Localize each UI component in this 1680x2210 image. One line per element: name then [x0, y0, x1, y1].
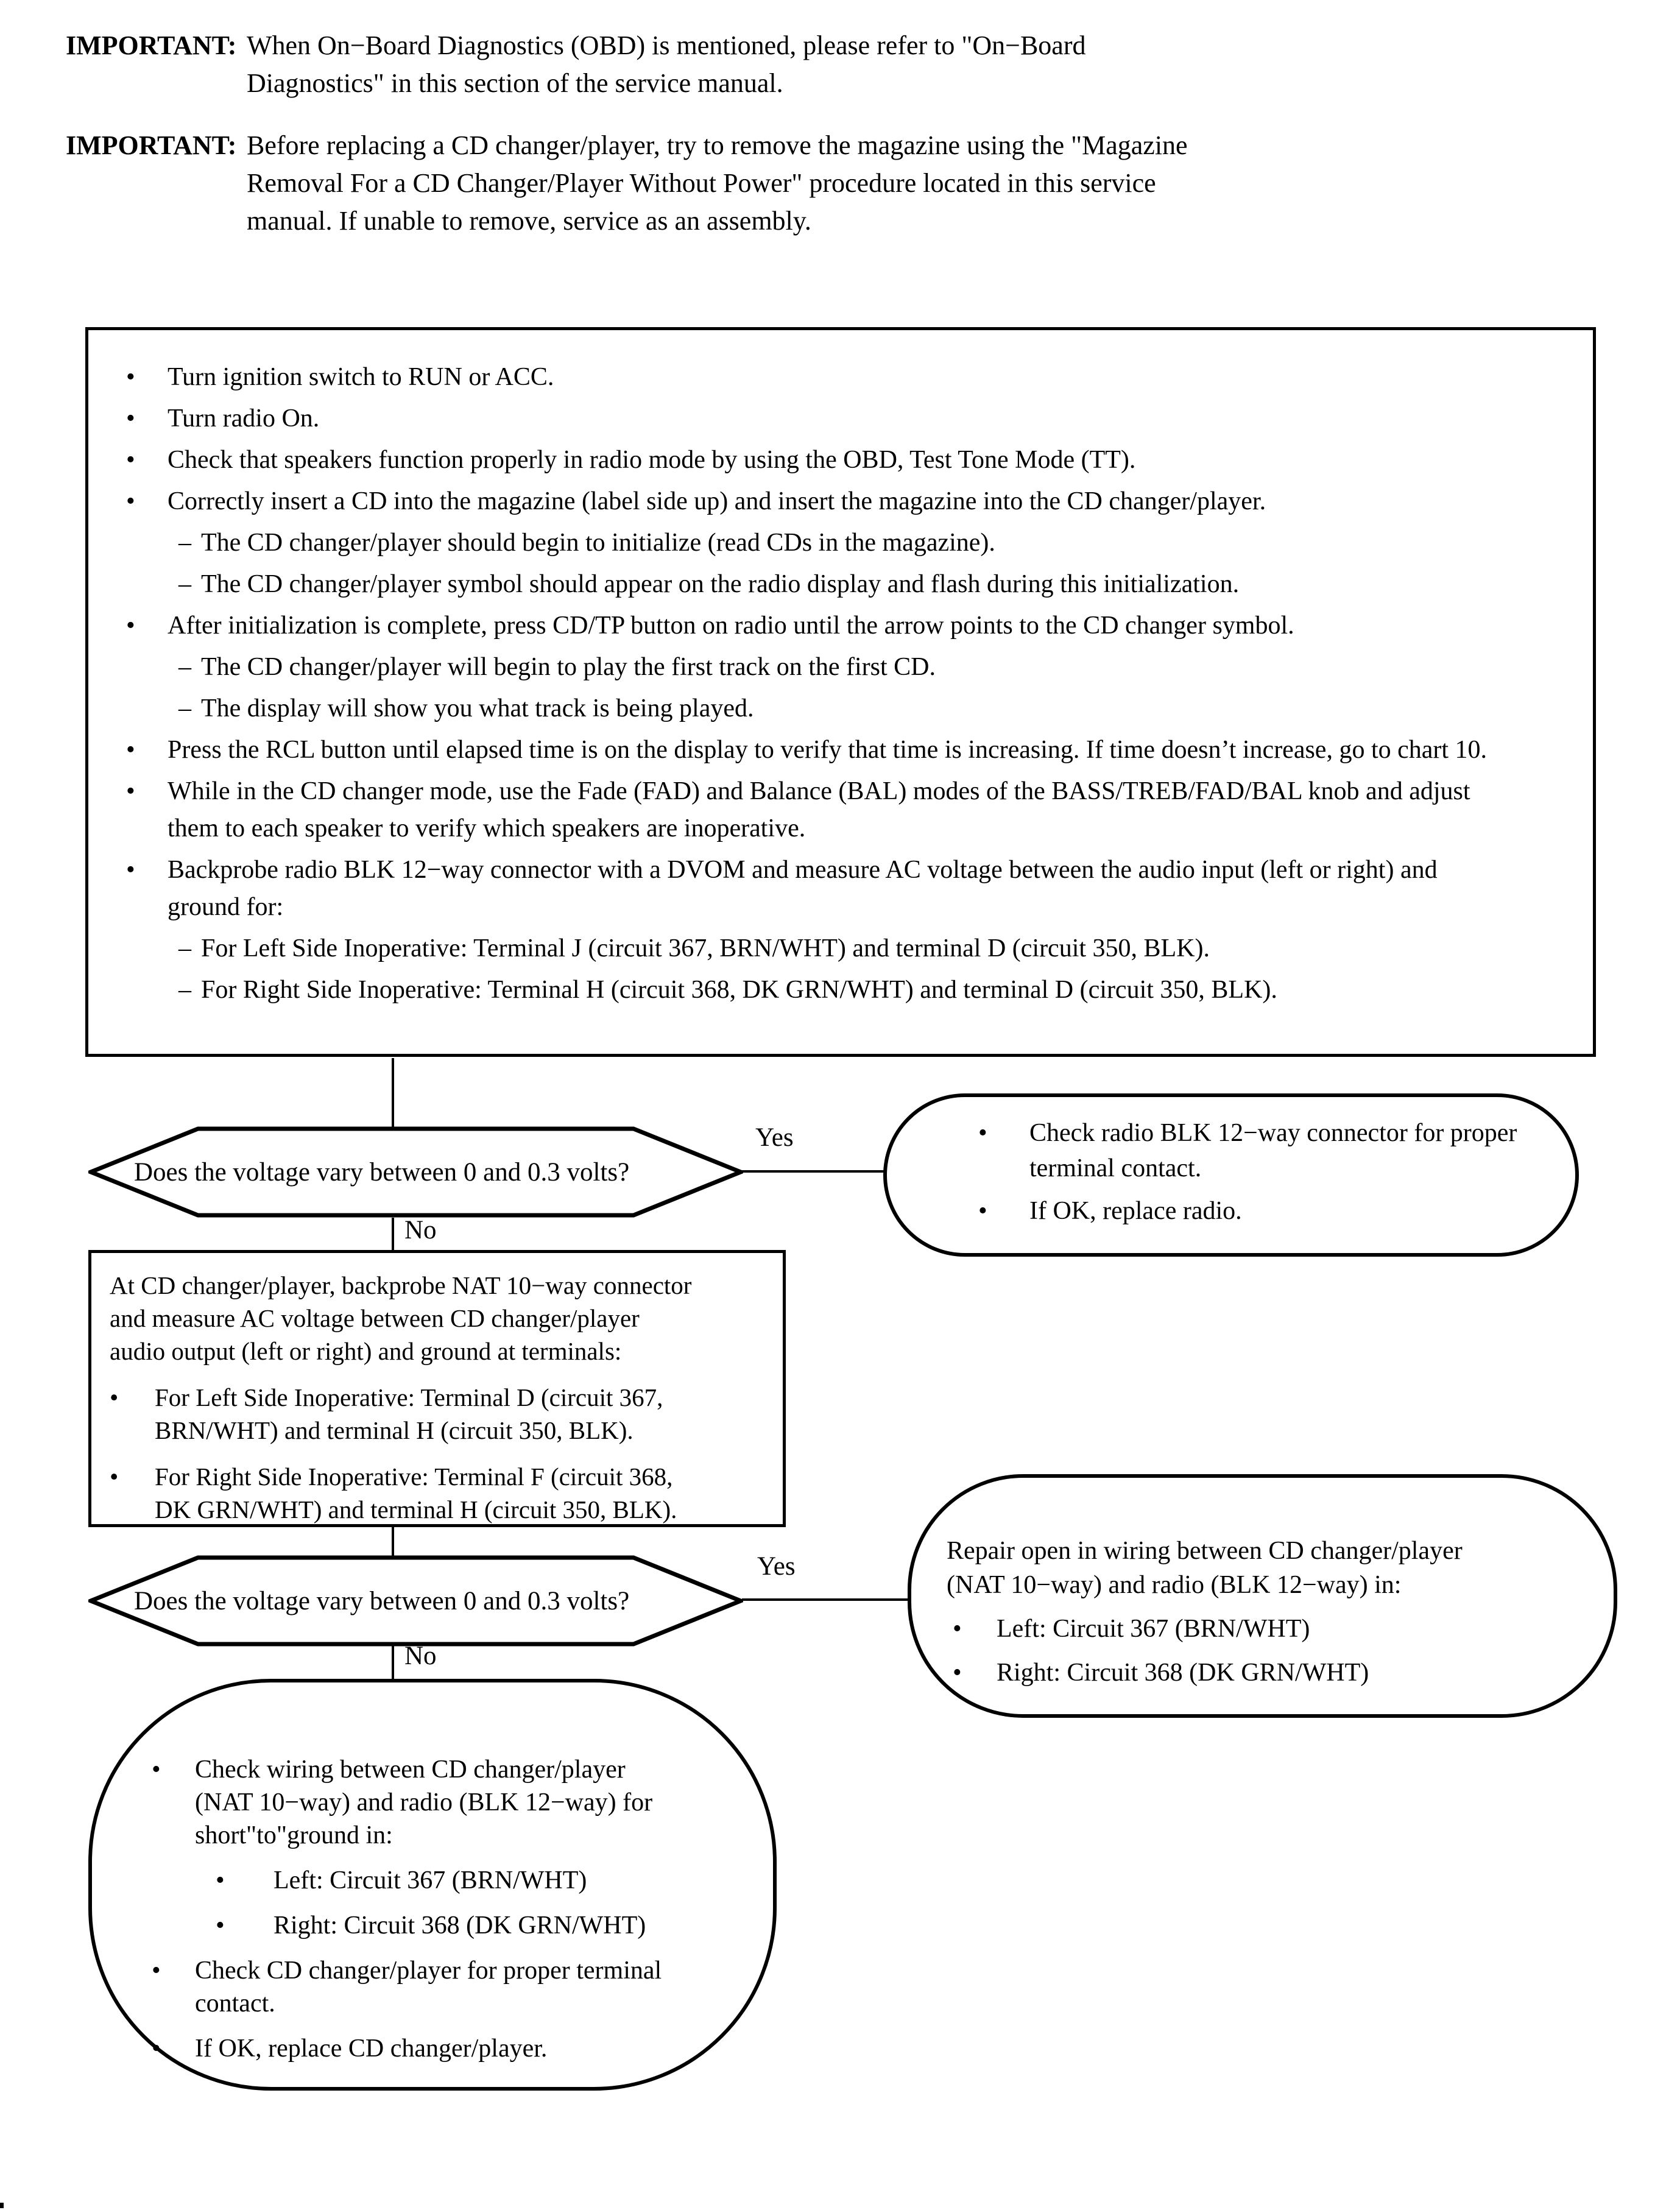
bullet-glyph: •: [216, 1912, 225, 1940]
bullet-glyph: •: [953, 1659, 962, 1687]
bullet-glyph: •: [126, 856, 135, 884]
connector-line: [742, 1170, 884, 1173]
dash-glyph: –: [178, 529, 191, 557]
notice-line: Diagnostics" in this section of the service manual.: [247, 68, 783, 98]
procedure-substep: – The CD changer/player should begin to initialize (read CDs in the magazine).: [178, 524, 1581, 562]
procedure-step: • While in the CD changer mode, use the Fade (FAD) and Balance (BAL) modes of the BASS/TREB/FAD/BAL knob and adjust them to each speaker to verify which speakers are inoperative.: [126, 773, 1581, 847]
procedure-box: [85, 327, 1596, 1057]
terminal-item: • Check wiring between CD changer/player (NAT 10−way) and radio (BLK 12−way) for short"to"ground in:: [152, 1753, 758, 1852]
connector-line: [392, 1218, 394, 1251]
dash-glyph: –: [178, 934, 191, 962]
procedure-step: • Backprobe radio BLK 12−way connector with a DVOM and measure AC voltage between the audio input (left or right) and ground for:: [126, 852, 1581, 926]
terminal-intro-line: (NAT 10−way) and radio (BLK 12−way) in:: [947, 1571, 1402, 1599]
procedure-substep: – For Right Side Inoperative: Terminal H (circuit 368, DK GRN/WHT) and terminal D (circuit 350, BLK).: [178, 972, 1581, 1009]
bullet-glyph: •: [126, 736, 135, 764]
connector-line: [742, 1598, 909, 1601]
terminal-item: • Left: Circuit 367 (BRN/WHT): [953, 1612, 1595, 1646]
yes-label-2: Yes: [757, 1552, 796, 1581]
terminal-item: • If OK, replace CD changer/player.: [152, 2032, 758, 2065]
no-label-2: No: [404, 1642, 437, 1670]
procedure-substep: – The CD changer/player symbol should appear on the radio display and flash during this initialization.: [178, 566, 1581, 603]
terminal-check-wiring: [88, 1679, 777, 2091]
procedure-step: • After initialization is complete, press CD/TP button on radio until the arrow points to the CD changer symbol.: [126, 607, 1581, 644]
bullet-glyph: •: [978, 1119, 987, 1147]
bullet-glyph: •: [126, 612, 135, 640]
important-notice-1: [66, 27, 1085, 102]
terminal-item: • If OK, replace radio.: [978, 1193, 1557, 1229]
action-intro-line: audio output (left or right) and ground at terminals:: [110, 1337, 622, 1365]
procedure-step: • Press the RCL button until elapsed time is on the display to verify that time is increasing. If time doesn’t increase, go to chart 10.: [126, 732, 1581, 769]
procedure-step: • Turn radio On.: [126, 400, 1581, 437]
bullet-glyph: •: [978, 1197, 987, 1225]
dash-glyph: –: [178, 694, 191, 722]
procedure-substep: – For Left Side Inoperative: Terminal J (circuit 367, BRN/WHT) and terminal D (circuit 350, BLK).: [178, 930, 1581, 967]
yes-label-1: Yes: [755, 1123, 794, 1152]
dash-glyph: –: [178, 653, 191, 681]
action-intro-line: At CD changer/player, backprobe NAT 10−way connector: [110, 1271, 692, 1299]
terminal-item: • Right: Circuit 368 (DK GRN/WHT): [953, 1656, 1595, 1690]
decision-voltage-2: [88, 1555, 743, 1647]
connector-line: [392, 1058, 394, 1128]
terminal-item: • Check CD changer/player for proper terminal contact.: [152, 1954, 758, 2020]
procedure-substep: – The display will show you what track is being played.: [178, 690, 1581, 727]
bullet-glyph: •: [953, 1615, 962, 1643]
action-box-nat-measure: [88, 1250, 786, 1527]
notice-body: [247, 127, 1188, 240]
decision-voltage-1: [88, 1126, 743, 1218]
connector-line: [392, 1645, 394, 1680]
important-notice-2: [66, 127, 1188, 240]
notice-label: IMPORTANT:: [66, 30, 237, 60]
action-intro-line: and measure AC voltage between CD changer/player: [110, 1304, 640, 1332]
bullet-glyph: •: [110, 1383, 119, 1411]
connector-line: [392, 1526, 394, 1556]
procedure-step: • Check that speakers function properly in radio mode by using the OBD, Test Tone Mode (TT).: [126, 442, 1581, 479]
bullet-glyph: •: [216, 1866, 225, 1894]
bullet-glyph: •: [126, 404, 135, 432]
bullet-glyph: •: [126, 487, 135, 515]
notice-line: When On−Board Diagnostics (OBD) is mentioned, please refer to "On−Board: [247, 30, 1086, 60]
terminal-intro-line: Repair open in wiring between CD changer/player: [947, 1537, 1463, 1565]
bullet-glyph: •: [152, 1756, 161, 1784]
notice-line: Removal For a CD Changer/Player Without Power" procedure located in this service: [247, 168, 1156, 198]
bullet-glyph: •: [126, 446, 135, 474]
notice-body: [247, 27, 1085, 102]
procedure-step: • Correctly insert a CD into the magazine (label side up) and insert the magazine into the CD changer/player.: [126, 483, 1581, 520]
bullet-glyph: •: [126, 363, 135, 391]
decision-question: Does the voltage vary between 0 and 0.3 volts?: [134, 1157, 630, 1187]
notice-line: Before replacing a CD changer/player, try to remove the magazine using the "Magazine: [247, 130, 1188, 160]
terminal-repair-open: [908, 1474, 1617, 1718]
notice-line: manual. If unable to remove, service as an assembly.: [247, 206, 811, 236]
bullet-glyph: •: [126, 777, 135, 805]
action-item: • For Left Side Inoperative: Terminal D (circuit 367, BRN/WHT) and terminal H (circuit 350, BLK).: [110, 1381, 771, 1447]
terminal-item: • Check radio BLK 12−way connector for proper terminal contact.: [978, 1115, 1557, 1186]
dash-glyph: –: [178, 570, 191, 598]
bullet-glyph: •: [152, 1957, 161, 1985]
dash-glyph: –: [178, 976, 191, 1004]
notice-label: IMPORTANT:: [66, 130, 237, 160]
no-label-1: No: [404, 1216, 437, 1244]
scan-artifact-dot: [0, 2203, 4, 2208]
terminal-subitem: • Right: Circuit 368 (DK GRN/WHT): [216, 1909, 758, 1942]
bullet-glyph: •: [152, 2035, 161, 2063]
action-item: • For Right Side Inoperative: Terminal F (circuit 368, DK GRN/WHT) and terminal H (circuit 350, BLK).: [110, 1460, 771, 1526]
decision-question: Does the voltage vary between 0 and 0.3 volts?: [134, 1586, 630, 1615]
terminal-check-radio: [883, 1093, 1579, 1257]
procedure-step: • Turn ignition switch to RUN or ACC.: [126, 359, 1581, 396]
procedure-substep: – The CD changer/player will begin to play the first track on the first CD.: [178, 649, 1581, 686]
bullet-glyph: •: [110, 1463, 119, 1491]
terminal-subitem: • Left: Circuit 367 (BRN/WHT): [216, 1864, 758, 1897]
